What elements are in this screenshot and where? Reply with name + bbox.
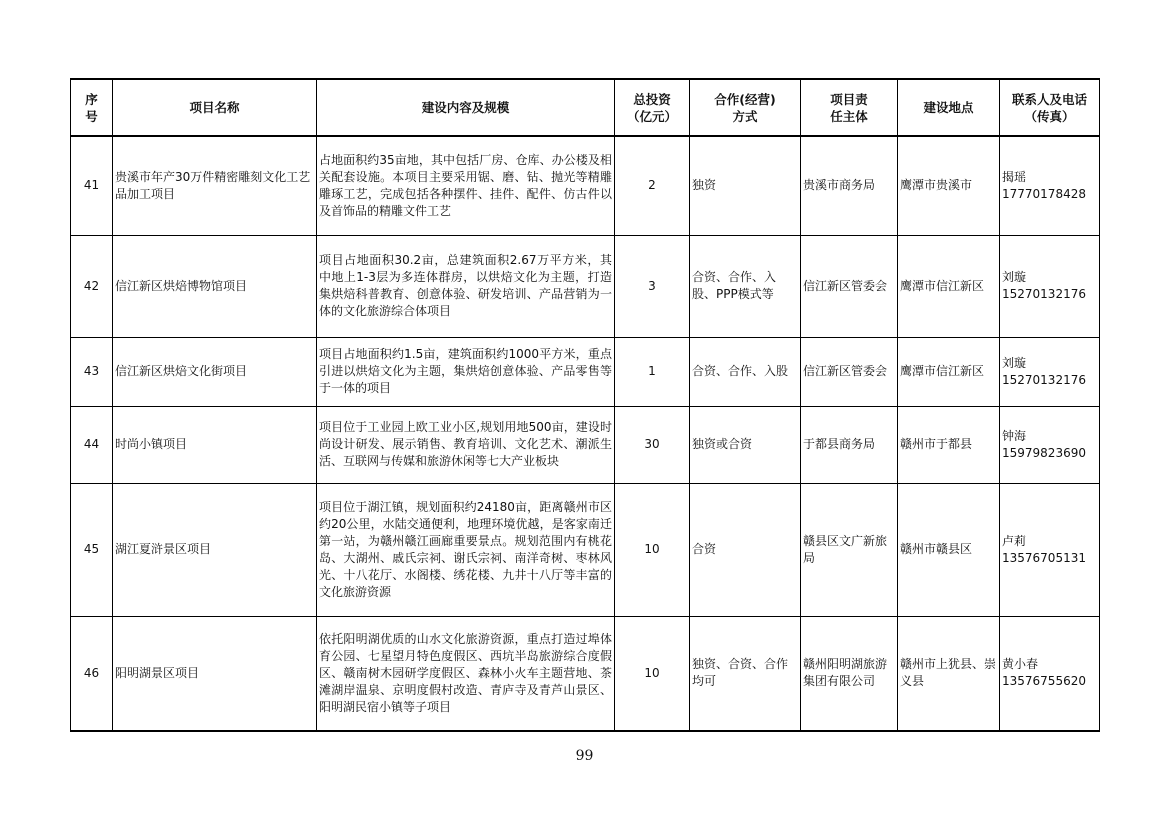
cell-location: 鹰潭市信江新区 <box>898 235 1000 337</box>
table-row <box>71 616 1100 731</box>
cell-investment: 10 <box>615 616 690 731</box>
cell-investment: 10 <box>615 483 690 616</box>
cell-investment: 1 <box>615 337 690 406</box>
header-owner: 项目责 任主体 <box>801 79 898 136</box>
cell-no: 45 <box>71 483 113 616</box>
cell-investment: 2 <box>615 136 690 235</box>
cell-owner: 于都县商务局 <box>801 406 898 483</box>
cell-investment: 30 <box>615 406 690 483</box>
header-row <box>71 79 1100 136</box>
cell-content: 项目位于湖江镇，规划面积约24180亩，距离赣州市区约20公里，水陆交通便利，地理环境优越，是客家南迁第一站，为赣州赣江画廊重要景点。规划范围内有桃花岛、大湖州、戚氏宗祠、谢氏宗祠、南洋奇树、枣林风光、十八花厅、水阁楼、绣花楼、九井十八厅等丰富的文化旅游资源 <box>317 483 615 616</box>
cell-mode: 合资、合作、入股、PPP模式等 <box>690 235 801 337</box>
cell-contact: 刘璇 15270132176 <box>1000 235 1100 337</box>
cell-location: 鹰潭市信江新区 <box>898 337 1000 406</box>
cell-name: 时尚小镇项目 <box>113 406 317 483</box>
cell-no: 41 <box>71 136 113 235</box>
cell-owner: 赣县区文广新旅局 <box>801 483 898 616</box>
cell-name: 湖江夏浒景区项目 <box>113 483 317 616</box>
page-number: 99 <box>575 748 594 764</box>
cell-mode: 独资或合资 <box>690 406 801 483</box>
table-row <box>71 235 1100 337</box>
cell-content: 项目占地面积约1.5亩，建筑面积约1000平方米，重点引进以烘焙文化为主题，集烘焙创意体验、产品零售等于一体的项目 <box>317 337 615 406</box>
cell-content: 依托阳明湖优质的山水文化旅游资源，重点打造过埠体育公园、七星望月特色度假区、西坑半岛旅游综合度假区、赣南树木园研学度假区、森林小火车主题营地、茶滩湖岸温泉、京明度假村改造、青庐寺及青芦山景区、阳明湖民宿小镇等子项目 <box>317 616 615 731</box>
cell-name: 贵溪市年产30万件精密雕刻文化工艺品加工项目 <box>113 136 317 235</box>
cell-content: 占地面积约35亩地，其中包括厂房、仓库、办公楼及相关配套设施。本项目主要采用锯、磨、钻、抛光等精雕雕琢工艺，完成包括各种摆件、挂件、配件、仿古件以及首饰品的精雕文件工艺 <box>317 136 615 235</box>
header-content: 建设内容及规模 <box>317 79 615 136</box>
header-contact: 联系人及电话 （传真） <box>1000 79 1100 136</box>
header-investment: 总投资 （亿元） <box>615 79 690 136</box>
cell-name: 信江新区烘焙文化街项目 <box>113 337 317 406</box>
cell-contact: 卢莉 13576705131 <box>1000 483 1100 616</box>
cell-name: 信江新区烘焙博物馆项目 <box>113 235 317 337</box>
cell-mode: 合资 <box>690 483 801 616</box>
cell-owner: 信江新区管委会 <box>801 337 898 406</box>
header-mode: 合作(经营) 方式 <box>690 79 801 136</box>
cell-contact: 刘璇 15270132176 <box>1000 337 1100 406</box>
cell-content: 项目占地面积30.2亩，总建筑面积2.67万平方米，其中地上1-3层为多连体群房，以烘焙文化为主题，打造集烘焙科普教育、创意体验、研发培训、产品营销为一体的文化旅游综合体项目 <box>317 235 615 337</box>
cell-owner: 贵溪市商务局 <box>801 136 898 235</box>
cell-mode: 独资 <box>690 136 801 235</box>
cell-mode: 独资、合资、合作均可 <box>690 616 801 731</box>
table-row <box>71 337 1100 406</box>
cell-location: 赣州市上犹县、崇义县 <box>898 616 1000 731</box>
cell-no: 46 <box>71 616 113 731</box>
cell-location: 赣州市于都县 <box>898 406 1000 483</box>
table-row <box>71 483 1100 616</box>
cell-no: 44 <box>71 406 113 483</box>
header-no: 序 号 <box>71 79 113 136</box>
cell-contact: 钟海 15979823690 <box>1000 406 1100 483</box>
cell-location: 鹰潭市贵溪市 <box>898 136 1000 235</box>
projects-table <box>70 78 1100 732</box>
header-name: 项目名称 <box>113 79 317 136</box>
cell-owner: 赣州阳明湖旅游集团有限公司 <box>801 616 898 731</box>
header-location: 建设地点 <box>898 79 1000 136</box>
table-row <box>71 406 1100 483</box>
cell-no: 43 <box>71 337 113 406</box>
cell-mode: 合资、合作、入股 <box>690 337 801 406</box>
cell-no: 42 <box>71 235 113 337</box>
cell-owner: 信江新区管委会 <box>801 235 898 337</box>
cell-contact: 揭瑶 17770178428 <box>1000 136 1100 235</box>
cell-investment: 3 <box>615 235 690 337</box>
cell-content: 项目位于工业园上欧工业小区,规划用地500亩，建设时尚设计研发、展示销售、教育培训、文化艺术、潮派生活、互联网与传媒和旅游休闲等七大产业板块 <box>317 406 615 483</box>
cell-name: 阳明湖景区项目 <box>113 616 317 731</box>
table-row <box>71 136 1100 235</box>
cell-location: 赣州市赣县区 <box>898 483 1000 616</box>
cell-contact: 黄小春 13576755620 <box>1000 616 1100 731</box>
